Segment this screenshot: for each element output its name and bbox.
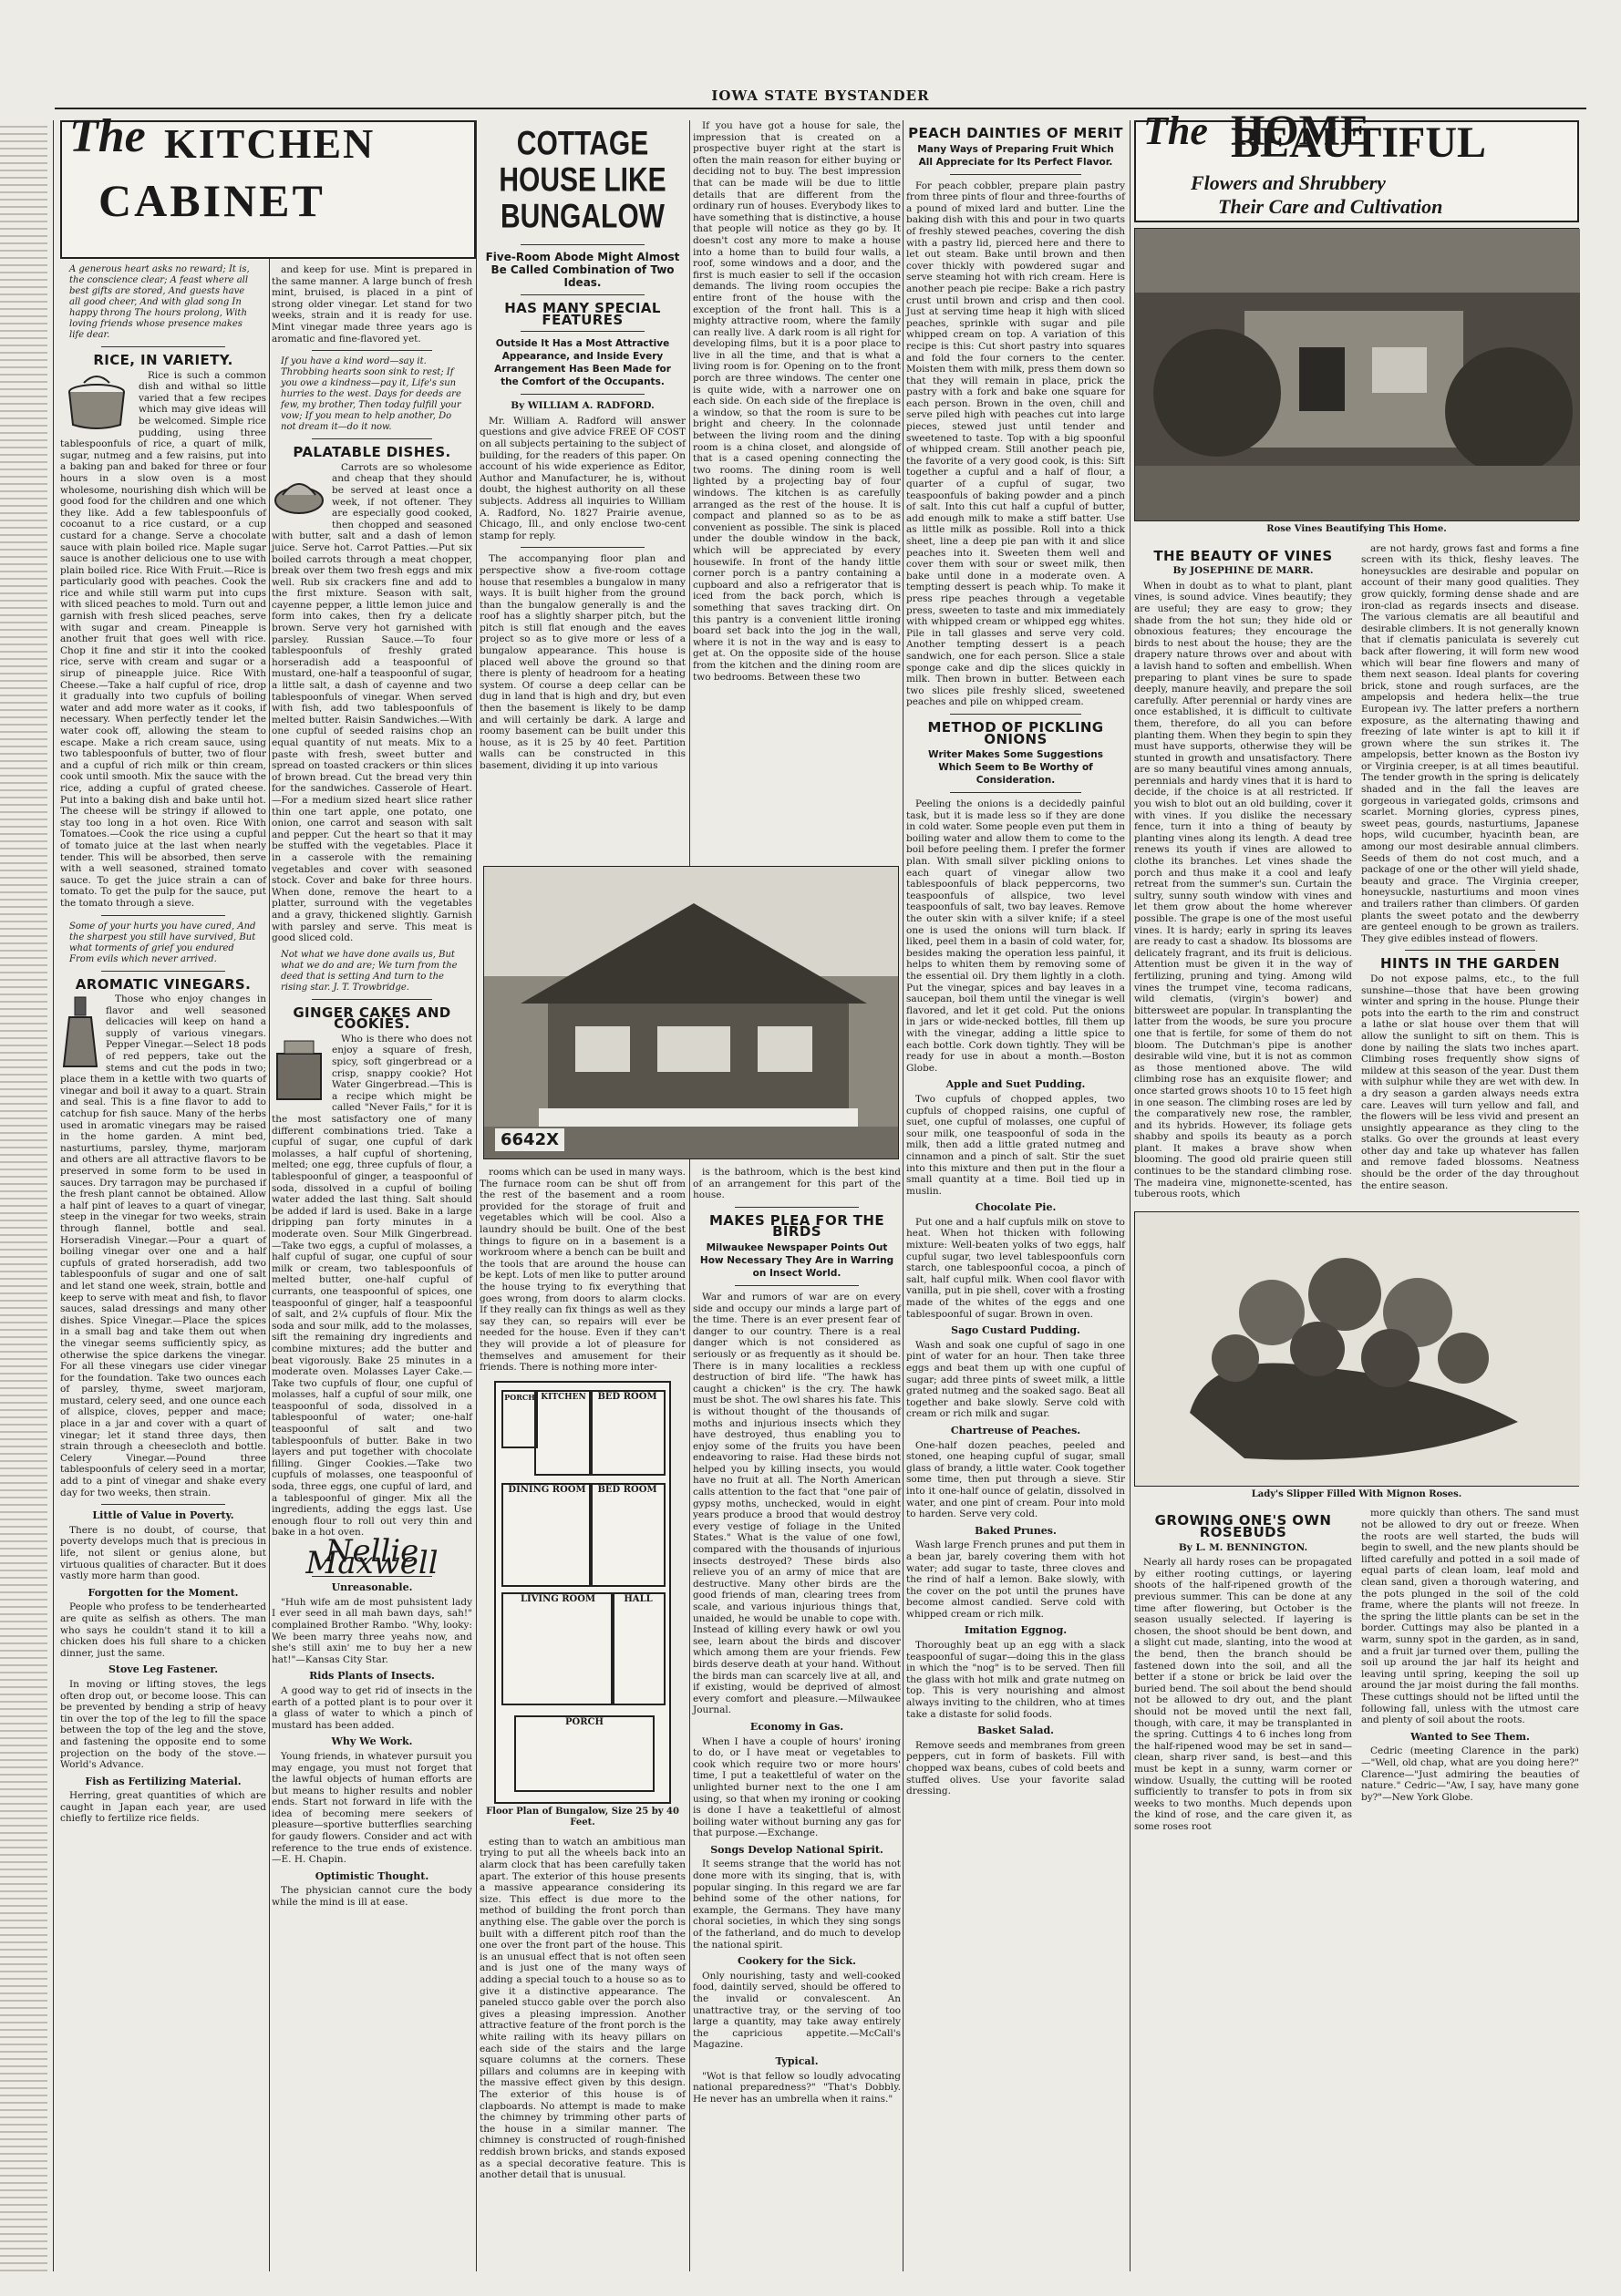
kitchen-cabinet-banner <box>60 110 476 259</box>
section-heading: PEACH DAINTIES OF MERIT <box>908 125 1123 141</box>
section-heading: THE BEAUTY OF VINES <box>1153 547 1333 564</box>
dish-illustration <box>272 464 326 528</box>
byline: By WILLIAM A. RADFORD. <box>511 400 655 412</box>
subheading: Sago Custard Pudding. <box>951 1324 1080 1337</box>
birds-column <box>693 1167 901 2270</box>
article-text: rooms which can be used in many ways. The furnace room can be shut off from the rest of the basement and a room provided for the storage of fruit and vegetables which will be cool. Also a laundry should be built. One of the best things to figure on in a basement is a workroom where a bench can be built and the tools that are around the house can be kept. Lots of men like to putter around the house trying to fix everything that goes wrong, from doors to alarm clocks. If they really can fix things as well as they say they can, so repairs will ever be needed for the house. Even if they can't they will provide a lot of pleasure for themselves and amusement for their friends. There is nothing more inter- <box>480 1167 686 1374</box>
divider <box>735 1285 860 1286</box>
divider <box>521 294 645 295</box>
subheading: Imitation Eggnog. <box>964 1624 1068 1637</box>
divider <box>950 174 1081 175</box>
rosebuds-column-2 <box>1361 1508 1579 1836</box>
divider <box>950 792 1081 793</box>
column-rule <box>476 120 477 2271</box>
photo-caption: Lady's Slipper Filled With Mignon Roses. <box>1251 1488 1462 1499</box>
article-text: Remove seeds and membranes from green peppers, cut in form of baskets. Fill with chopped wax beans, cubes of cold beets and stuffed olives. Use your favorite salad dressing. <box>906 1739 1125 1797</box>
article-text: Rice is such a common dish and withal so little varied that a few recipes which may give ideas will be welcomed. Simple rice pudding, using three tablespoonfuls of rice, a quart of milk, sugar, nutmeg and a few raisins, put into a baking pan and baked for three or four hours in a slow oven is a most wholesome, nourishing dish which will be good food for the children and one which they like. Add a few tablespoonfuls of cocoanut to a rice custard, or a cup custard for a change. Serve a chocolate sauce with plain boiled rice. Maple sugar sauce is another delicious one to use with plain boiled rice. Rice With Fruit.—Rice is particularly good with peaches. Cook the rice and while still warm put into cups with sliced peaches to mold. Turn out and garnish with fresh sliced peaches, serve with sugar and cream. Pineapple is another fruit that goes well with rice. Chop it fine and stir it into the cooked rice, serve with cream and sugar or a sirup of pineapple juice. Rice With Cheese.—Take a half cupful of rice, drop it gradually into two cupfuls of boiling water and add more water as it cooks, if necessary. When perfectly tender let the water cook off, allowing the steam to escape. Make a rich cream sauce, using two tablespoonfuls of butter, two of flour and a cupful of rich milk or thin cream, cook until smooth. Mix the sauce with the rice, adding a cupful of grated cheese. Put into a baking dish and bake until hot. The cheese will be stringy if allowed to stay too long in a hot oven. Rice With Tomatoes.—Cook the rice using a cupful of tomato juice at the last when nearly tender. This will be absorbed, then serve with a well seasoned, strained tomato sauce. To get the juice strain a can of tomato. To get the pulp for the sauce, put the tomato through a sieve. <box>60 369 266 909</box>
subheading: Little of Value in Poverty. <box>92 1509 234 1522</box>
rose-vines-photo <box>1134 228 1579 521</box>
deck: Many Ways of Preparing Fruit Which All Appreciate for Its Perfect Flavor. <box>917 143 1114 168</box>
rosebuds-column-1 <box>1134 1508 1352 1836</box>
article-text: Put one and a half cupfuls milk on stove to heat. When hot thicken with following mixture: Well-beaten yolks of two eggs, half cupful sugar, two level tablespoonfuls corn starch, one tablespoonful cocoa, a pinch of salt, half cupful milk. When cool flavor with vanilla, put in pie shell, cover with a frosting made of the whites of the eggs and one tablespoonful of sugar. Brown in oven. <box>906 1216 1125 1320</box>
photo-caption: Rose Vines Beautifying This Home. <box>1266 524 1447 534</box>
masthead-title: IOWA STATE BYSTANDER <box>711 88 930 104</box>
section-heading: RICE, IN VARIETY. <box>93 352 233 368</box>
cake-illustration <box>272 1035 326 1108</box>
subheading: Chartreuse of Peaches. <box>950 1424 1081 1436</box>
divider <box>521 331 645 332</box>
article-text: are not hardy, grows fast and forms a fine screen with its thick, fleshy leaves. The honeysuckles are desirable and popular on account of their many good qualities. They grow quickly, forming dense shade and are iron-clad as regards insects and disease. The various clematis are all beautiful and desirable climbers. It is not generally known that if clematis paniculata is severely cut back after flowering, it will form new wood which will bear fine flowers and many of them next season. Ideal plants for covering brick, stone and rough surfaces, are the ampelopsis and hedera helix—the true European ivy. The latter prefers a northern exposure, as the alternating thawing and freezing of late winter is apt to kill it if grown where the sun strikes it. The ampelopsis, better known as the Boston ivy or Virginia creeper, is at all times beautiful. The tender growth in the spring is delicately shaded and in the fall the leaves are gorgeous in variegated golds, crimsons and scarlet. Morning glories, cypress pines, sweet peas, gourds, nasturtiums, Japanese hops, wild cucumber, hyacinth bean, are among our most desirable annual climbers. Seeds of them do not cost much, and a package of one or the other will yield shade, beauty and grace. The Virginia creeper, honeysuckle, nasturtiums and moon vines and trailers rather than climbers. Of garden plants the sweet potato and the dewberry are genteel enough to be grown as trailers. They give edibles instead of flowers. <box>1361 542 1579 944</box>
divider <box>735 1207 860 1208</box>
article-text: is the bathroom, which is the best kind of an arrangement for this part of the house. <box>693 1167 901 1201</box>
clipped-text <box>0 120 47 2271</box>
article-text: It seems strange that the world has not done more with its singing, that is, with popular singing. In this regard we are far behind some of the other nations, for example, the Germans. They have many choral societies, in which they sing songs of the fatherland, and do much to develop the national spirit. <box>693 1858 901 1951</box>
divider <box>521 547 645 548</box>
article-text: The accompanying floor plan and perspective show a five-room cottage house that resembles a bungalow in many ways. It is built higher from the ground than the bungalow generally is and the roof has a slightly sharper pitch, but the pitch is still flat enough and the eaves project so as to give more or less of a bungalow appearance. This house is placed well above the ground so that there is plenty of headroom for a heating system. Of course a deep cellar can be dug in land that is high and dry, but even then the basement is likely to be damp and will certainly be dark. A large and roomy basement can be built under this house, as it is 25 by 40 feet. Partition walls can be constructed in this basement, dividing it up into various <box>480 553 686 771</box>
article-text: Only nourishing, tasty and well-cooked food, daintily served, should be offered to the invalid or convalescent. An unattractive tray, or the serving of too large a quantity, may take away entirely the capricious appetite.—McCall's Magazine. <box>693 1970 901 2051</box>
headline: COTTAGE HOUSE LIKE BUNGALOW <box>499 124 666 235</box>
divider <box>101 971 225 972</box>
article-text: Two cupfuls of chopped apples, two cupfuls of chopped raisins, one cupful of suet, one cupful of molasses, one cupful of sour milk, one teaspoonful of soda in the milk, then add a little grated nutmeg and cinnamon and a pinch of salt. Stir the suet into this mixture and then put in the flour a small quantity at a time. Boil tied up in muslin. <box>906 1093 1125 1197</box>
article-text: When I have a couple of hours' ironing to do, or I have meat or vegetables to cook which require two or more hours' time, I put a teakettleful of water on the unlighted burner next to the one I am using, so that when my ironing or cooking is done I have a teakettleful of almost boiling water without burning any gas for that purpose.—Exchange. <box>693 1735 901 1839</box>
deck-heading: HAS MANY SPECIAL FEATURES <box>504 300 661 328</box>
article-text: Young friends, in whatever pursuit you may engage, you must not forget that the lawful objects of human efforts are but means to higher results and nobler ends. Start not forward in life with the idea of becoming mere seekers of pleasure—sportive butterflies searching for gaudy flowers. Consider and act with reference to the true ends of existence.—E. H. Chapin. <box>272 1750 472 1866</box>
pot-illustration <box>60 372 133 436</box>
section-heading: AROMATIC VINEGARS. <box>75 975 252 993</box>
article-text: Nearly all hardy roses can be propagated by either rooting cuttings, or layering shoots of the half-ripened growth of the previous summer. This can be done at any time after flowering, but October is the season usually selected. If layering is chosen, the shoot should be bent down, and a slight cut made, slanting, into the wood at the bend, then the branch should be fastened down into the soil, and all the better if a stone or brick be laid over the buried bend. The soil about the bend should not be allowed to dry out, and the plant should not be moved until the next fall, though, with care, it may be transplanted in the spring. Cuttings 4 to 6 inches long from the half-ripened wood may be set in sand—clean, sharp river sand, is best—and this must be kept in a sunny, warm corner or window. Usually, the cutting will be rooted sufficiently to transfer to pots in from six weeks to two months. Much depends upon the kind of rose, and the care given it, as some roses root <box>1134 1557 1352 1832</box>
subheading: Apple and Suet Pudding. <box>945 1078 1086 1091</box>
section-heading: METHOD OF PICKLING ONIONS <box>927 718 1104 747</box>
banner-word: The <box>69 110 146 162</box>
article-text: Wash large French prunes and put them in a bean jar, barely covering them with hot water; add sugar to taste, three cloves and the rind of half a lemon. Bake slowly, with the cover on the pot until the prunes have become almost candied. Serve cold with whipped cream or rich milk. <box>906 1539 1125 1620</box>
article-text: Do not expose palms, etc., to the full sunshine—those that have been growing winter and spring in the house. Plunge their pots into the earth to the rim and construct a lathe or slat house over them that will allow the sunlight to sift on them. This is done by nailing the slats two inches apart. Climbing roses frequently show signs of mildew at this season of the year. Dust them with sulphur while they are wet with dew. In a dry season a garden always needs extra care. Leaves will turn yellow and fall, and the flowers will be less vivid and present an unsightly appearance as they cling to the stalks. Go over the grounds at least every other day and take up whatever has fallen and remove faded blossoms. Neatness should be the order of the day throughout the entire season. <box>1361 973 1579 1191</box>
section-heading: PALATABLE DISHES. <box>293 444 451 461</box>
poem: Not what we have done avails us, But what we do and are; We turn from the deed that is setting And turn to the rising star. J. T. Trowbridge. <box>281 949 458 993</box>
poem: Some of your hurts you have cured, And the sharpest you still have survived, But what torments of grief you endured From evils which never arrived. <box>69 921 256 964</box>
room-label: HALL <box>611 1592 666 1705</box>
divider <box>950 714 1081 715</box>
column-rule <box>269 120 270 2271</box>
banner-subtitle: Their Care and Cultivation <box>1218 195 1443 218</box>
article-text: A good way to get rid of insects in the earth of a potted plant is to pour over it a glass of water to which a pinch of mustard has been added. <box>272 1684 472 1731</box>
column-rule <box>1130 120 1131 2271</box>
article-text: more quickly than others. The sand must not be allowed to dry out or freeze. When the roots are well started, the buds will begin to swell, and the new plants should be lifted carefully and potted in a soil made of equal parts of clean loam, leaf mold and clean sand, given a thorough watering, and the pots plunged in the soil of the cold frame, where the plants will not freeze. In the spring the little plants can be set in the border. Cuttings may also be planted in a warm, sunny spot in the garden, as in sand, and a fruit jar turned over them, pulling the soil up around the jar half its height and leaving until spring, keeping the soil up around the jar moist during the fall months. These cuttings should not be lifted until the following fall, unless with the utmost care and plenty of soil about the roots. <box>1361 1508 1579 1726</box>
subheading: Chocolate Pie. <box>975 1201 1057 1214</box>
author-signature: Nellie Maxwell <box>305 1533 439 1581</box>
article-text: War and rumors of war are on every side and occupy our minds a large part of the time. There is an ever present fear of danger to our country. There is a real danger which is not considered as seriously or as frequently as it should be. There is in many localities a reckless destruction of bird life. "The hawk has caught a chicken" is the cry. The hawk must be shot. The owl shares his fate. This is without thought of the thousands of moths and injurious insects which they have destroyed, thus enabling you to enjoy some of the fruits you have been endeavoring to raise. Had these birds not helped you by killing insects, you would have no fruit at all. The North American calls attention to the fact that "one pair of gypsy moths, unchecked, would in eight years produce a brood that would destroy every vestige of foliage in the United States." What is the value of one fowl, compared with the thousands of injurious insects destroyed? These birds also relieve you of an army of mice that are destructive. Many other birds are the good friends of man, clearing trees from scale, and various injurious things that, unaided, he would be unable to cope with. Instead of killing every hawk or owl you see, learn about the birds and discover which among them are your friends. Few birds deserve death at your hand. Without the birds man can scarcely live at all, and if existing, would be deprived of almost every comfort and pleasure.—Milwaukee Journal. <box>693 1291 901 1716</box>
room-label: PORCH <box>501 1390 538 1448</box>
subheading: Why We Work. <box>331 1735 413 1748</box>
article-text: Cedric (meeting Clarence in the park)—"Well, old chap, what are you doing here?" Clarence—"Just admiring the beauties of nature." Cedric—"Aw, I say, have many gone by?"—New York Globe. <box>1361 1745 1579 1803</box>
clipped-column <box>0 120 47 2271</box>
deck: Writer Makes Some Suggestions Which Seem to Be Worthy of Consideration. <box>928 749 1103 787</box>
section-heading: HINTS IN THE GARDEN <box>1380 955 1560 973</box>
bungalow-illustration <box>484 867 898 1158</box>
article-text: For peach cobbler, prepare plain pastry from three pints of flour and three-fourths of a pound of mixed lard and butter. Line the baking dish with this and pour in two quarts of freshly stewed peaches, covering the dish with a pastry lid, pierced here and there to let out steam. Bake until brown and then cover thickly with powdered sugar and serve steaming hot with rich cream. Here is another peach pie recipe: Bake a rich pastry crust until brown and crisp and then cool. Just at serving time heap it high with sliced peaches, sprinkle with sugar and pile whipped cream on top. A variation of this recipe is this: Cut short pastry into squares and fold the four corners to the center. Moisten them with milk, press them down so that they will remain in place, prick the pastry with a fork and bake one square for each person. Brown in the oven, chill and serve piled high with peaches cut into large pieces, stewed just until tender and sweetened to taste. Top with a big spoonful of whipped cream. Still another peach pie, the favorite of a very good cook, is this: Sift together a cupful and a half of flour, a quarter of a cupful of sugar, two teaspoonfuls of baking powder and a pinch of salt. Into this cut half a cupful of butter, add enough milk to make a stiff batter. Use as little milk as possible. Roll into a thick sheet, line a deep pie pan with it and slice peaches into it. Sweeten them well and cover them with sour or sweet milk, then bake until done in a moderate oven. A tempting dessert is peach whip. To make it press ripe peaches through a vegetable press, sweeten to taste and mix immediately with whipped cream or whipped egg whites. Pile in tall glasses and serve very cold. Another tempting dessert is a peach sandwich, one for each person. Slice a stale sponge cake and dip the slices quickly in milk. Then brown in butter. Between each two slices pile freshly sliced, sweetened peaches and pile on whipped cream. <box>906 180 1125 708</box>
article-text: and keep for use. Mint is prepared in the same manner. A large bunch of fresh mint, bruised, is placed in a pint of strong older vinegar. Let stand for two weeks, strain and it is ready for use. Mint vinegar made three years ago is aromatic and fine-flavored yet. <box>272 264 472 345</box>
floor-plan-caption: Floor Plan of Bungalow, Size 25 by 40 Feet. <box>486 1806 679 1828</box>
room-label: BED ROOM <box>589 1483 666 1587</box>
floor-plan <box>494 1381 671 1804</box>
column-rule <box>689 120 690 2271</box>
divider <box>101 915 225 916</box>
banner-word: KITCHEN <box>164 120 376 167</box>
room-label: PORCH <box>514 1715 655 1792</box>
article-text: People who profess to be tenderhearted are quite as selfish as others. The man who says he couldn't stand it to kill a chicken does his full share to a chicken dinner, just the same. <box>60 1601 266 1659</box>
deck: Five-Room Abode Might Almost Be Called Combination of Two Ideas. <box>485 251 680 289</box>
subheading: Typical. <box>775 2054 819 2067</box>
poem: A generous heart asks no reward; It is, the conscience clear; A feast where all best gifts are stored, And guests have all good cheer, And with glad song In happy throng The hours prolong, With loving friends whose presence makes life dear. <box>69 264 250 340</box>
subheading: Wanted to See Them. <box>1410 1730 1530 1743</box>
vines-columns <box>1134 543 1579 1204</box>
article-text: The physician cannot cure the body while the mind is ill at ease. <box>272 1885 472 1909</box>
article-text: If you have got a house for sale, the impression that is created on a prospective buyer right at the start is often the main reason for either buying or deciding not to buy. The best impression that can be made will be due to little details that are different from the ordinary run of houses. Everybody likes to have something that is distinctive, a house that people will notice as they go by. It doesn't cost any more to make a house into a home than to build four walls, a roof, some windows and a door, and the first is much easier to sell if the occasion demands. The living room occupies the entire front of the house with the exception of the front hall. This is a mighty attractive room, where the family can really live. A dark room is all right for developing films, but it is a poor place to live in all the time, and that is what a living room is for. Opening on to the front porch are three windows. The center one is quite wide, with a narrower one on each side. On each side of the fireplace is a window, so that the room is sure to be bright and cheery. In the colonnade between the living room and the dining room is a china closet, and alongside of that is a cased opening connecting the two rooms. The dining room is well lighted by a projecting bay of four windows. The kitchen is as carefully arranged as the rest of the house. It is compact and planned so as to be as convenient as possible. The sink is placed under the double window in the back, which will be appreciated by every housewife. In front of the handy little corner porch is a pantry containing a cupboard and also a refrigerator that is iced from the back porch, which is something that saves tracking dirt. On this pantry is a convenient little ironing board set back into the jog in the wall, where it is not in the way and is easy to get at. On the opposite side of the house from the kitchen and the dining room are two bedrooms. Between these two <box>693 120 901 683</box>
home-beautiful-banner <box>1134 107 1579 222</box>
cottage-bottom-column <box>480 1167 686 2270</box>
subheading: Optimistic Thought. <box>315 1869 429 1882</box>
article-text: In moving or lifting stoves, the legs often drop out, or become loose. This can be prevented by bending a strip of heavy tin over the top of the leg to fill the space between the top of the leg and the stove, and fastening the opposite end to some projection on the body of the stove.—World's Advance. <box>60 1678 266 1771</box>
vines-column-1 <box>1134 543 1352 1204</box>
article-text: Carrots are so wholesome and cheap that they should be served at least once a week, if not oftener. They are especially good cooked, then chopped and seasoned with butter, salt and a dash of lemon juice. Serve hot. Carrot Patties.—Put six boiled carrots through a meat chopper, break over them two fresh eggs and mix well. Rub six crackers fine and add to the first mixture. Season with salt, cayenne pepper, a little lemon juice and form into cakes, then fry a delicate brown. Serve very hot garnished with parsley. Russian Sauce.—To four tablespoonfuls of freshly grated horseradish add a teaspoonful of mustard, one-half a teaspoonful of sugar, a little salt, a dash of cayenne and two tablespoonfuls of vinegar. When served with fish, add two tablespoonfuls of melted butter. Raisin Sandwiches.—With one cupful of seeded raisins chop an equal quantity of nut meats. Mix to a paste with fresh, sweet butter and spread on toasted crackers or thin slices of brown bread. Cut the bread very thin for the sandwiches. Casserole of Heart.—For a medium sized heart slice rather thin one tart apple, one potato, one onion, one carrot and season with salt and pepper. Cut the heart so that it may be stuffed with the vegetables. Place it in a casserole with the remaining vegetables and cover with seasoned stock. Cover and bake for three hours. When done, remove the heart to a platter, surround with the vegetables and a gravy, thickened slightly. Garnish with parsley and serve. This meat is good sliced cold. <box>272 461 472 944</box>
room-label: KITCHEN <box>534 1390 593 1476</box>
article-text: There is no doubt, of course, that poverty develops much that is precious in life, not silent or genius alone, but virtuous qualities of character. But it does vastly more harm than good. <box>60 1524 266 1582</box>
article-intro: Mr. William A. Radford will answer questions and give advice FREE OF COST on all subjects pertaining to the subject of building, for the readers of this paper. On account of his wide experience as Editor, Author and Manufacturer, he is, without doubt, the highest authority on all these subjects. Address all inquiries to William A. Radford, No. 1827 Prairie avenue, Chicago, Ill., and only enclose two-cent stamp for reply. <box>480 415 686 541</box>
article-text: Thoroughly beat up an egg with a slack teaspoonful of sugar—doing this in the glass in which the "nog" is to be served. Then fill the glass with hot milk and grate nutmeg on top. This is very nourishing and almost always inviting to the children, who at times take a distaste for solid foods. <box>906 1640 1125 1720</box>
section-heading: GINGER CAKES AND COOKIES. <box>293 1004 451 1033</box>
divider <box>521 394 645 395</box>
byline: By L. M. BENNINGTON. <box>1178 1541 1308 1553</box>
section-heading: MAKES PLEA FOR THE BIRDS <box>708 1211 885 1241</box>
subheading: Rids Plants of Insects. <box>309 1670 435 1683</box>
peach-column <box>906 120 1125 2271</box>
divider <box>521 244 645 245</box>
divider <box>312 999 432 1000</box>
article-text: "Wot is that fellow so loudly advocating national preparedness?" "That's Dobbly. He never has an umbrella when it rains." <box>693 2070 901 2105</box>
banner-subtitle: Flowers and Shrubbery <box>1191 171 1386 194</box>
subheading: Forgotten for the Moment. <box>88 1586 239 1599</box>
house-photo-illustration <box>1135 229 1580 520</box>
article-text: When in doubt as to what to plant, plant vines, is sound advice. Vines beautify; they are useful; they are easy to grow; they shade from the hot sun; they hide old or obnoxious features; they encourage the birds to nest about the house; they are the drapery nature throws over and about with a lavish hand to soften and embellish. When preparing to plant vines be sure to spade deeply, manure heavily, and prepare the soil carefully. After perennial or hardy vines are once established, it is difficult to cultivate them, therefore, do all you can before planting them. When they begin to spin they must have supports, otherwise they will be stunted in growth and unsatisfactory. There are so many beautiful vines among annuals, perennials and hardy vines that it is hard to decide, if the choice is at all restricted. If you wish to blot out an old building, cover it with vines. If you dislike the necessary fence, turn it into a thing of beauty by planting vines along its length. A dead tree renews its youth if vines are allowed to clothe its branches. Let vines shade the porch and thus make it a cool and leafy retreat from the summer's sun. Curtain the sultry, sunny south window with vines and let them grow about the home wherever possible. The grape is one of the most useful vines. It is hardy; early in spring its leaves are ready to cast a shadow. Its blossoms are delicately fragrant, and its fruit is delicious. Attention must be given it in the way of fertilizing, pruning and tying. Among wild vines the trumpet vine, tecoma radicans, wild clematis, (virgin's bower) and bittersweet are popular. In transplanting the latter from the woods, be sure you procure one that is fertile, for some of them do not bloom. The Dutchman's pipe is another desirable wild vine, but it is not as common as those mentioned above. The wild climbing rose has an exquisite flower; and once started grows shoots 10 to 15 feet high in one season. The climbing roses are led by the comparatively new rose, the rambler, and its hybrids. However, its foliage gets shabby and spoils its beauty as a porch plant. It makes a brave show when blooming. The good old prairie queen still continues to be the standard climbing rose. The madeira vine, mignonette-scented, has tuberous roots, which <box>1134 580 1352 1200</box>
article-text: Those who enjoy changes in flavor and well seasoned delicacies will keep on hand a supply of various vinegars. Pepper Vinegar.—Select 18 pods of red peppers, take out the stems and cut the pods in two; place them in a kettle with two quarts of vinegar and boil it away to a quart. Strain and seal. This is a fine flavor to add to catchup for fish sauce. Many of the herbs used in aromatic vinegars may be raised in the home garden. A mint bed, nasturtiums, parsley, thyme, marjoram and others are all attractive flavors to be preserved in some form to be used in sauces. Dry tarragon may be purchased if the fresh plant cannot be obtained. Allow a half pint of leaves to a quart of vinegar, steep in the vinegar for two weeks, strain through flannel, bottle and seal. Horseradish Vinegar.—Pour a quart of boiling vinegar over one and a half cupfuls of grated horseradish, add two tablespoonfuls of sugar and one of salt and let stand one week, strain, bottle and keep to serve with meat and fish, to flavor sauces, salad dressings and many other dishes. Spice Vinegar.—Place the spices in a small bag and take them out when the vinegar seems sufficiently spicy, as otherwise the spice darkens the vinegar. For all these vinegars use cider vinegar for the foundation. Take two ounces each of parsley, thyme, sweet marjoram, mustard, celery seed, and one ounce each of allspice, cloves, pepper and mace; place in a jar and cover with a quart of vinegar; let it stand three days, then strain through a cheesecloth and bottle. Celery Vinegar.—Pound three tablespoonfuls of celery seed in a mortar, add to a pint of vinegar and shake every day for two weeks, then strain. <box>60 994 266 1498</box>
vines-column-2 <box>1361 543 1579 1204</box>
section-heading: GROWING ONE'S OWN ROSEBUDS <box>1154 1512 1332 1541</box>
banner-word: CABINET <box>98 175 325 226</box>
divider <box>101 346 225 347</box>
kitchen-cabinet-column-2 <box>272 264 472 2270</box>
article-text: One-half dozen peaches, peeled and stoned, one heaping cupful of sugar, small glass of brandy, a little water. Cook together some time, then put through a sieve. Stir into it one-half ounce of gelatin, dissolved in water, and one pint of cream. Pour into mold to harden. Serve very cold. <box>906 1439 1125 1520</box>
article-text: esting than to watch an ambitious man trying to put all the wheels back into an alarm clock that has been carefully taken apart. The exterior of this house presents a massive appearance considering its size. This effect is due more to the method of building the front porch than anything else. The gable over the porch is built with a different pitch roof than the one over the front part of the house. This is an unusual effect that is not often seen and is just one of the many ways of adding a special touch to a house so as to give it a distinctive appearance. The paneled stucco gable over the porch also gives a pleasing impression. Another attractive feature of the front porch is the white railing with its heavy pillars on each side of the stairs and the large square columns at the corners. These pillars and columns are in keeping with the massive effect given by this design. The exterior of this house is of clapboards. No attempt is made to make the chimney by trimming other parts of the house in a similar manner. The chimney is constructed of rough-finished reddish brown bricks, and stands exposed as a special decorative feature. This is another detail that is unusual. <box>480 1836 686 2181</box>
subheading: Stove Leg Fastener. <box>108 1663 219 1676</box>
subheading: Cookery for the Sick. <box>738 1955 856 1968</box>
divider <box>312 350 432 351</box>
subheading: Baked Prunes. <box>975 1524 1057 1537</box>
banner-word: HOME BEAUTIFUL <box>1231 107 1487 167</box>
room-label: LIVING ROOM <box>501 1592 614 1705</box>
home-beautiful-section <box>1134 107 1579 2271</box>
article-text: Herring, great quantities of which are caught in Japan each year, are used chiefly to fertilize rice fields. <box>60 1790 266 1825</box>
deck: Outside It Has a Most Attractive Appearance, and Inside Every Arrangement Has Been Made for the Comfort of the Occupants. <box>494 338 671 388</box>
subheading: Economy in Gas. <box>749 1720 844 1733</box>
rosebuds-columns <box>1134 1508 1579 1836</box>
subheading: Basket Salad. <box>976 1725 1055 1737</box>
subheading: Songs Develop National Spirit. <box>710 1843 883 1856</box>
article-text: Who is there who does not enjoy a square of fresh, spicy, soft gingerbread or a crisp, snappy cookie? Hot Water Gingerbread.—This is a recipe which might be called "Never Fails," for it is the most satisfactory one of many different combinations tried. Take a cupful of sugar, one cupful of dark molasses, a half cupful of shortening, melted; one egg, three cupfuls of flour, a tablespoonful of ginger, a teaspoonful of soda, dissolved in a cupful of boiling water added the last thing. Salt should be added if lard is used. Bake in a large dripping pan forty minutes in a moderate oven. Sour Milk Gingerbread.—Take two eggs, a cupful of molasses, a half cupful of sugar, one cupful of sour milk or cream, two tablespoonfuls of melted butter, one-half cupful of currants, one teaspoonful of spices, one teaspoonful of ginger, half a teaspoonful of salt, and 2¼ cupfuls of flour. Mix the soda and sour milk, add to the molasses, sift the remaining dry ingredients and combine mixtures; add the butter and beat vigorously. Bake 25 minutes in a moderate oven. Molasses Layer Cake.—Take two cupfuls of flour, one cupful of molasses, half a cupful of sour milk, one teaspoonful of soda, dissolved in a tablespoonful of water; one-half teaspoonful of salt and two tablespoonfuls of butter. Bake in two layers and put together with chocolate filling. Ginger Cookies.—Take two cupfuls of molasses, one teaspoonful of soda, three eggs, one cupful of lard, and a tablespoonful of ginger. Mix all the ingredients, adding the eggs last. Use enough flour to roll out very thin and bake in a hot oven. <box>272 1033 472 1539</box>
roses-photo-illustration <box>1135 1212 1580 1486</box>
divider <box>101 1504 225 1505</box>
byline: By JOSEPHINE DE MARR. <box>1172 565 1314 577</box>
subheading: Unreasonable. <box>331 1581 413 1594</box>
poem: If you have a kind word—say it. Throbbing hearts soon sink to rest; If you owe a kindness—pay it, Life's sun hurries to the west. Days for deeds are few, my brother, Then today fulfill your vow; If you mean to help another, Do not dream it—do it now. <box>281 356 461 433</box>
room-label: DINING ROOM <box>501 1483 593 1587</box>
article-text: "Huh wife am de most puhsistent lady I ever seed in all mah bawn days, sah!" complained Brother Rambo. "Why, looky: We been marry three yeahs now, and she's still axin' me to buy her a new hat!"—Kansas City Star. <box>272 1596 472 1665</box>
article-text: Peeling the onions is a decidedly painful task, but it is made less so if they are done in cold water. Some people even put them in boiling water and allow them to come to the boil before peeling them. I prefer the former plan. With small silver pickling onions to each quart of vinegar allow two tablespoonfuls of black peppercorns, two teaspoonfuls of allspice, two level teaspoonfuls of salt, two bay leaves. Remove the outer skin with a silver knife; if a steel one is used the onions will turn black. If liked, peel them in a basin of cold water, for, besides making the operation less painful, it helps to whiten them by removing some of the essential oil. Dry them lightly in a cloth. Put the vinegar, spices and bay leaves in a saucepan, boil them until the vinegar is well flavored, and let it get cold. Put the onions in jars or wide-necked bottles, fill them up with the vinegar, adding a little spice to each bottle. Cork down tightly. They will be ready for use in about a month.—Boston Globe. <box>906 798 1125 1074</box>
article-text: Wash and soak one cupful of sago in one pint of water for an hour. Then take three eggs and beat them up with one cupful of sugar; add three pints of sweet milk, a little grated nutmeg and the soaked sago. Beat all together and bake slowly. Serve cold with cream or rich milk and sugar. <box>906 1339 1125 1420</box>
column-rule <box>53 120 54 2271</box>
subheading: Fish as Fertilizing Material. <box>85 1775 242 1787</box>
lady-slipper-photo <box>1134 1211 1579 1487</box>
photo-number: 6642X <box>495 1128 564 1151</box>
room-label: BED ROOM <box>589 1390 666 1476</box>
divider <box>312 438 432 439</box>
banner-word: The <box>1143 108 1208 153</box>
divider <box>1405 950 1535 951</box>
bottle-illustration <box>60 995 100 1068</box>
bungalow-photo <box>483 866 899 1159</box>
deck: Milwaukee Newspaper Points Out How Necessary They Are in Warring on Insect World. <box>699 1241 894 1279</box>
